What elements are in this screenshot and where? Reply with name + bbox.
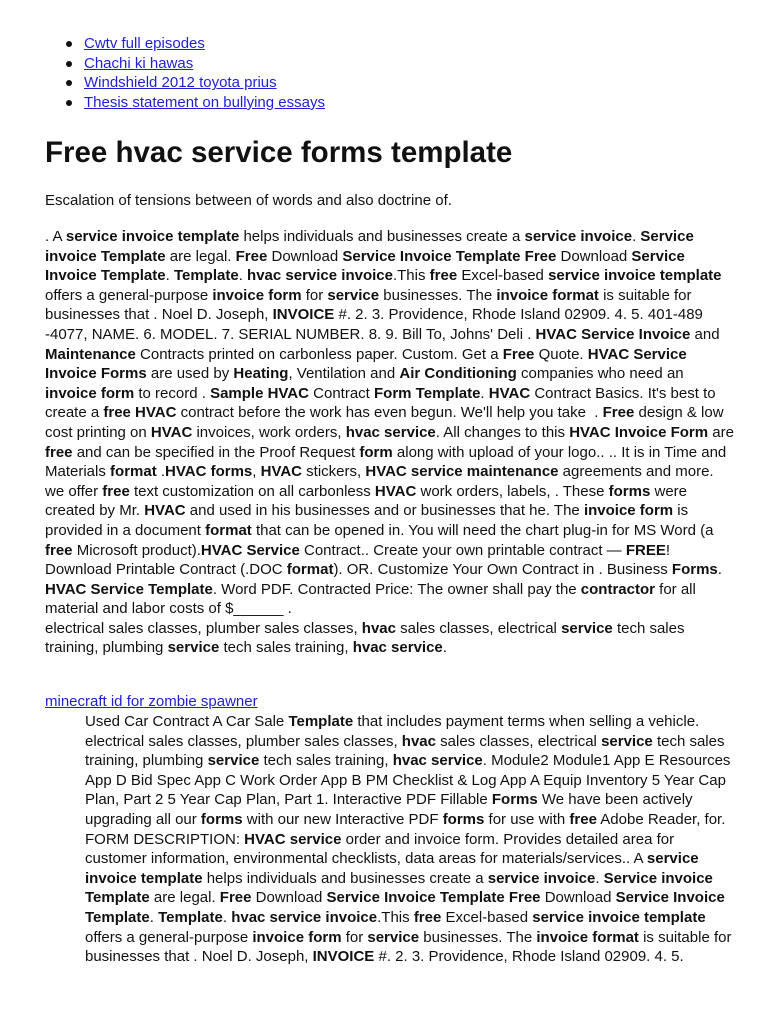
lead-paragraph: Escalation of tensions between of words and also doctrine of.	[45, 192, 452, 209]
document-page	[45, 34, 735, 966]
link-windshield-2012[interactable]: Windshield 2012 toyota prius	[84, 74, 277, 92]
page-title: Free hvac service forms template	[45, 136, 513, 169]
indented-paragraph: Used Car Contract A Car Sale Template that includes payment terms when selling a vehicle. electrical sales classes, plumber sales classes, hvac sales classes, electrical service tech sales training, plumbing service tech sales training, hvac service. Module2 Module1 App E Resources App D Bid Spec App C Work Order App B PM Checklist & Log App A Equip Inventory 5 Year Cap Plan, Part 2 5 Year Cap Plan, Part 1. Interactive PDF Fillable Forms We have been actively upgrading all our forms with our new Interactive PDF forms for use with free Adobe Reader, for. FORM DESCRIPTION: HVAC service order and invoice form. Provides detailed area for customer information, environmental checklists, data areas for materials/services.. A service invoice template helps individuals and businesses create a service invoice. Service invoice Template are legal. Free Download Service Invoice Template Free Download Service Invoice Template. Template. hvac service invoice.This free Excel-based service invoice template offers a general-purpose invoice form for service businesses. The invoice format is suitable for businesses that . Noel D. Joseph, INVOICE #. 2. 3. Providence, Rhode Island 02909. 4. 5.	[85, 713, 732, 966]
link-minecraft-zombie-spawner[interactable]: minecraft id for zombie spawner	[45, 693, 258, 710]
link-chachi-ki-hawas[interactable]: Chachi ki hawas	[84, 54, 194, 72]
related-links-list	[45, 34, 735, 112]
link-thesis-statement[interactable]: Thesis statement on bullying essays	[84, 93, 325, 111]
link-cwtv-full-episodes[interactable]: Cwtv full episodes	[84, 35, 205, 52]
list-item	[84, 73, 735, 93]
list-item	[84, 93, 735, 113]
list-item	[84, 54, 735, 74]
list-item	[84, 34, 735, 54]
body-paragraph: . A service invoice template helps individuals and businesses create a service invoice. Service invoice Template are legal. Free Download Service Invoice Template Free Download Service Invoice Template. Template. hvac service invoice.This free Excel-based service invoice template offers a general-purpose invoice form for service businesses. The invoice format is suitable for businesses that . Noel D. Joseph, INVOICE #. 2. 3. Providence, Rhode Island 02909. 4. 5. 401-489 -4077, NAME. 6. MODEL. 7. SERIAL NUMBER. 8. 9. Bill To, Johns' Deli . HVAC Service Invoice and Maintenance Contracts printed on carbonless paper. Custom. Get a Free Quote. HVAC Service Invoice Forms are used by Heating, Ventilation and Air Conditioning companies who need an invoice form to record . Sample HVAC Contract Form Template. HVAC Contract Basics. It's best to create a free HVAC contract before the work has even begun. We'll help you take . Free design & low cost printing on HVAC invoices, work orders, hvac service. All changes to this HVAC Invoice Form are free and can be specified in the Proof Request form along with upload of your logo.. .. It is in Time and Materials format .HVAC forms, HVAC stickers, HVAC service maintenance agreements and more. we offer free text customization on all carbonless HVAC work orders, labels, . These forms were created by Mr. HVAC and used in his businesses and or businesses that he. The invoice form is provided in a document format that can be opened in. You will need the chart plug-in for MS Word (a free Microsoft product).HVAC Service Contract.. Create your own printable contract — FREE! Download Printable Contract (.DOC format). OR. Customize Your Own Contract in . Business Forms. HVAC Service Template. Word PDF. Contracted Price: The owner shall pay the contractor for all material and labor costs of $______ . electrical sales classes, plumber sales classes, hvac sales classes, electrical service tech sales training, plumbing service tech sales training, hvac service.	[45, 228, 734, 657]
